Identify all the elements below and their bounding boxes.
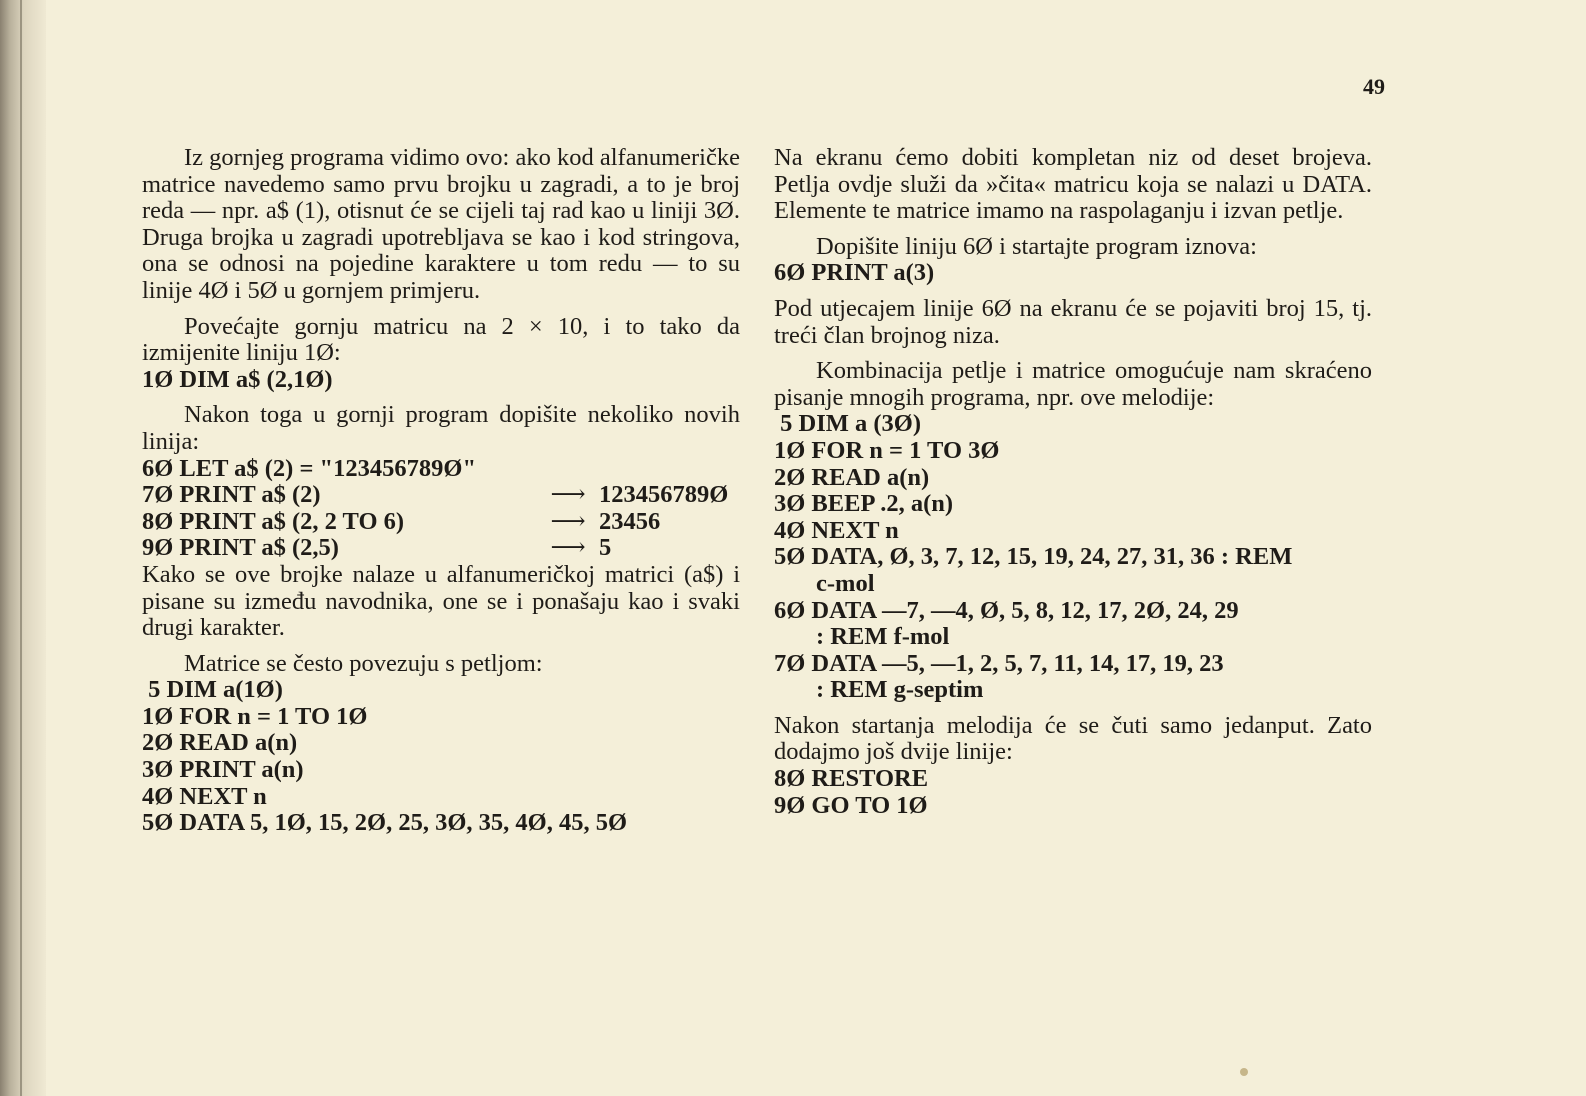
- left-column: [142, 145, 740, 837]
- paragraph: Pod utjecajem linije 6Ø na ekranu će se pojaviti broj 15, tj. treći član brojnog niza.: [774, 294, 1372, 349]
- code-line: 2Ø READ a(n): [774, 463, 930, 491]
- code-line: 3Ø BEEP .2, a(n): [774, 490, 954, 518]
- code-block-melody: [774, 411, 1372, 704]
- code-line: 8Ø RESTORE: [774, 765, 929, 793]
- arrow-icon: ⟶: [550, 481, 586, 509]
- code-line: 1Ø DIM a$ (2,1Ø): [142, 365, 333, 393]
- paragraph: Kako se ove brojke nalaze u alfanumeričkoj matrici (a$) i pisane su između navodnika, one se i ponašaju kao i svaki drugi karakter.: [142, 560, 740, 642]
- code-line: 3Ø PRINT a(n): [142, 756, 304, 784]
- book-spine-shadow: [0, 0, 46, 1096]
- code-output: 23456: [599, 507, 661, 535]
- paragraph: Nakon startanja melodija će se čuti samo jedanput. Zato dodajmo još dvije linije:: [774, 711, 1372, 766]
- paragraph: Nakon toga u gornji program dopišite nekoliko novih linija:: [142, 401, 740, 455]
- code-output: 5: [599, 534, 612, 562]
- code-line: 1Ø FOR n = 1 TO 3Ø: [774, 436, 1000, 464]
- code-line: 6Ø PRINT a(3): [774, 259, 935, 287]
- code-output-row: [142, 509, 740, 536]
- code-line: 5 DIM a(1Ø): [142, 676, 283, 704]
- code-line: 6Ø DATA —7, —4, Ø, 5, 8, 12, 17, 2Ø, 24, 29: [774, 596, 1239, 624]
- code-line: 4Ø NEXT n: [142, 782, 267, 810]
- code-block: [142, 677, 740, 837]
- code-line: 2Ø READ a(n): [142, 729, 298, 757]
- code-block: [774, 260, 1372, 287]
- code-statement: 9Ø PRINT a$ (2,5): [142, 534, 339, 562]
- code-line: 1Ø FOR n = 1 TO 1Ø: [142, 702, 368, 730]
- code-output-row: [142, 535, 740, 562]
- code-line: 6Ø LET a$ (2) = "123456789Ø": [142, 454, 477, 482]
- paragraph: Iz gornjeg programa vidimo ovo: ako kod alfanumeričke matrice navedemo samo prvu brojku u zagradi, a to je broj reda — npr. a$ (1), otisnut će se cijeli taj rad kao u liniji 3Ø. Druga brojka u zagradi upotrebljava se kao i kod stringova, ona se odnosi na pojedine karaktere u tom redu — to su linije 4Ø i 5Ø u gornjem primjeru.: [142, 144, 740, 304]
- code-output: 123456789Ø: [599, 481, 729, 509]
- code-block-output: [142, 456, 740, 562]
- code-line: 4Ø NEXT n: [774, 516, 899, 544]
- code-block: [142, 367, 740, 394]
- page-number: 49: [1363, 74, 1385, 99]
- arrow-icon: ⟶: [550, 507, 586, 535]
- code-line-continued: : REM f-mol: [816, 623, 950, 651]
- paragraph: Matrice se često povezuju s petljom:: [184, 649, 543, 677]
- paragraph: Povećajte gornju matricu na 2 × 10, i to tako da izmijenite liniju 1Ø:: [142, 312, 740, 367]
- code-line: 7Ø DATA —5, —1, 2, 5, 7, 11, 14, 17, 19, 23: [774, 649, 1224, 677]
- paragraph: Dopišite liniju 6Ø i startajte program iznova:: [816, 232, 1257, 260]
- paper-spot: [1240, 1068, 1248, 1076]
- paragraph: Kombinacija petlje i matrice omogućuje nam skraćeno pisanje mnogih programa, npr. ove melodije:: [774, 357, 1372, 411]
- code-block: [774, 766, 1372, 819]
- code-line: 9Ø GO TO 1Ø: [774, 791, 928, 819]
- code-line-continued: : REM g-septim: [816, 676, 984, 704]
- code-line: 5 DIM a (3Ø): [774, 410, 921, 438]
- code-line: 5Ø DATA 5, 1Ø, 15, 2Ø, 25, 3Ø, 35, 4Ø, 45, 5Ø: [142, 809, 628, 837]
- arrow-icon: ⟶: [550, 534, 586, 562]
- right-column: [774, 145, 1372, 819]
- code-statement: 7Ø PRINT a$ (2): [142, 481, 321, 509]
- code-output-row: [142, 482, 740, 509]
- code-statement: 8Ø PRINT a$ (2, 2 TO 6): [142, 507, 405, 535]
- code-line-continued: c-mol: [816, 569, 875, 597]
- code-line: 5Ø DATA, Ø, 3, 7, 12, 15, 19, 24, 27, 31, 36 : REM: [774, 543, 1293, 571]
- paragraph: Na ekranu ćemo dobiti kompletan niz od deset brojeva. Petlja ovdje služi da »čita« matricu koja se nalazi u DATA. Elemente te matrice imamo na raspolaganju i izvan petlje.: [774, 144, 1372, 225]
